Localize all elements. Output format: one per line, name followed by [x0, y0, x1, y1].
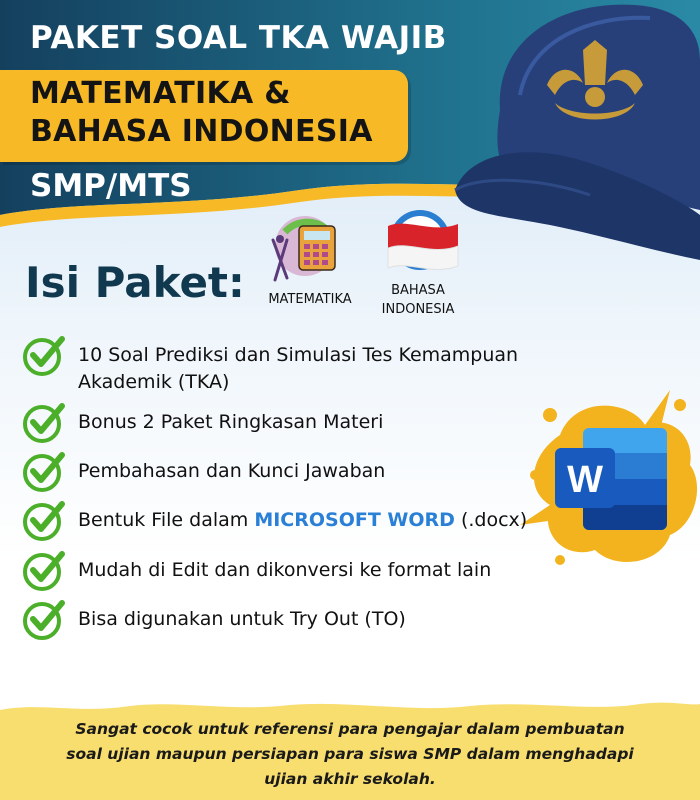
section-title: Isi Paket: [25, 258, 245, 307]
feature-line-1: 10 Soal Prediksi dan Simulasi Tes Kemampuan [78, 344, 519, 366]
feature-highlight: MICROSOFT WORD [254, 509, 455, 531]
subject-line-1: MATEMATIKA & [30, 76, 291, 111]
feature-text: Pembahasan dan Kunci Jawaban [78, 460, 386, 482]
subject-label-math: MATEMATIKA [268, 292, 352, 307]
feature-text: Mudah di Edit dan dikonversi ke format lain [78, 559, 492, 581]
subject-label-indonesian-line2: INDONESIA [381, 302, 455, 317]
math-tools-icon [265, 212, 345, 288]
feature-text [78, 507, 608, 534]
subject-line-2: BAHASA INDONESIA [30, 114, 373, 149]
feature-text [78, 342, 608, 396]
feature-line-2: Akademik (TKA) [78, 371, 230, 393]
subject-label-indonesian-line1: BAHASA [391, 283, 445, 298]
feature-text: Bisa digunakan untuk Try Out (TO) [78, 608, 406, 630]
cap-icon [450, 0, 700, 270]
indonesia-flag-icon [382, 208, 462, 280]
footer-line-1: Sangat cocok untuk referensi para pengajar dalam pembuatan [75, 720, 625, 738]
feature-prefix: Bentuk File dalam [78, 509, 255, 531]
footer-line-3: ujian akhir sekolah. [264, 770, 436, 788]
svg-text:W: W [567, 459, 603, 501]
feature-item-6 [22, 597, 608, 641]
page-title: PAKET SOAL TKA WAJIB [30, 20, 447, 56]
school-level: SMP/MTS [30, 168, 192, 204]
footer-line-2: soal ujian maupun persiapan para siswa SMP dalam menghadapi [66, 745, 634, 763]
feature-item-4 [22, 498, 608, 542]
subject-label-indonesian [368, 281, 468, 319]
check-circle-icon [22, 498, 66, 542]
feature-item-2 [22, 400, 608, 444]
check-circle-icon [22, 597, 66, 641]
feature-text: Bonus 2 Paket Ringkasan Materi [78, 411, 384, 433]
check-circle-icon [22, 548, 66, 592]
feature-item-3 [22, 449, 608, 493]
feature-item-5 [22, 548, 608, 592]
subject-banner [0, 70, 408, 162]
feature-suffix: (.docx) [454, 509, 528, 531]
footer-text [50, 717, 650, 792]
check-circle-icon [22, 333, 66, 377]
check-circle-icon [22, 400, 66, 444]
feature-item-1 [22, 333, 608, 396]
check-circle-icon [22, 449, 66, 493]
